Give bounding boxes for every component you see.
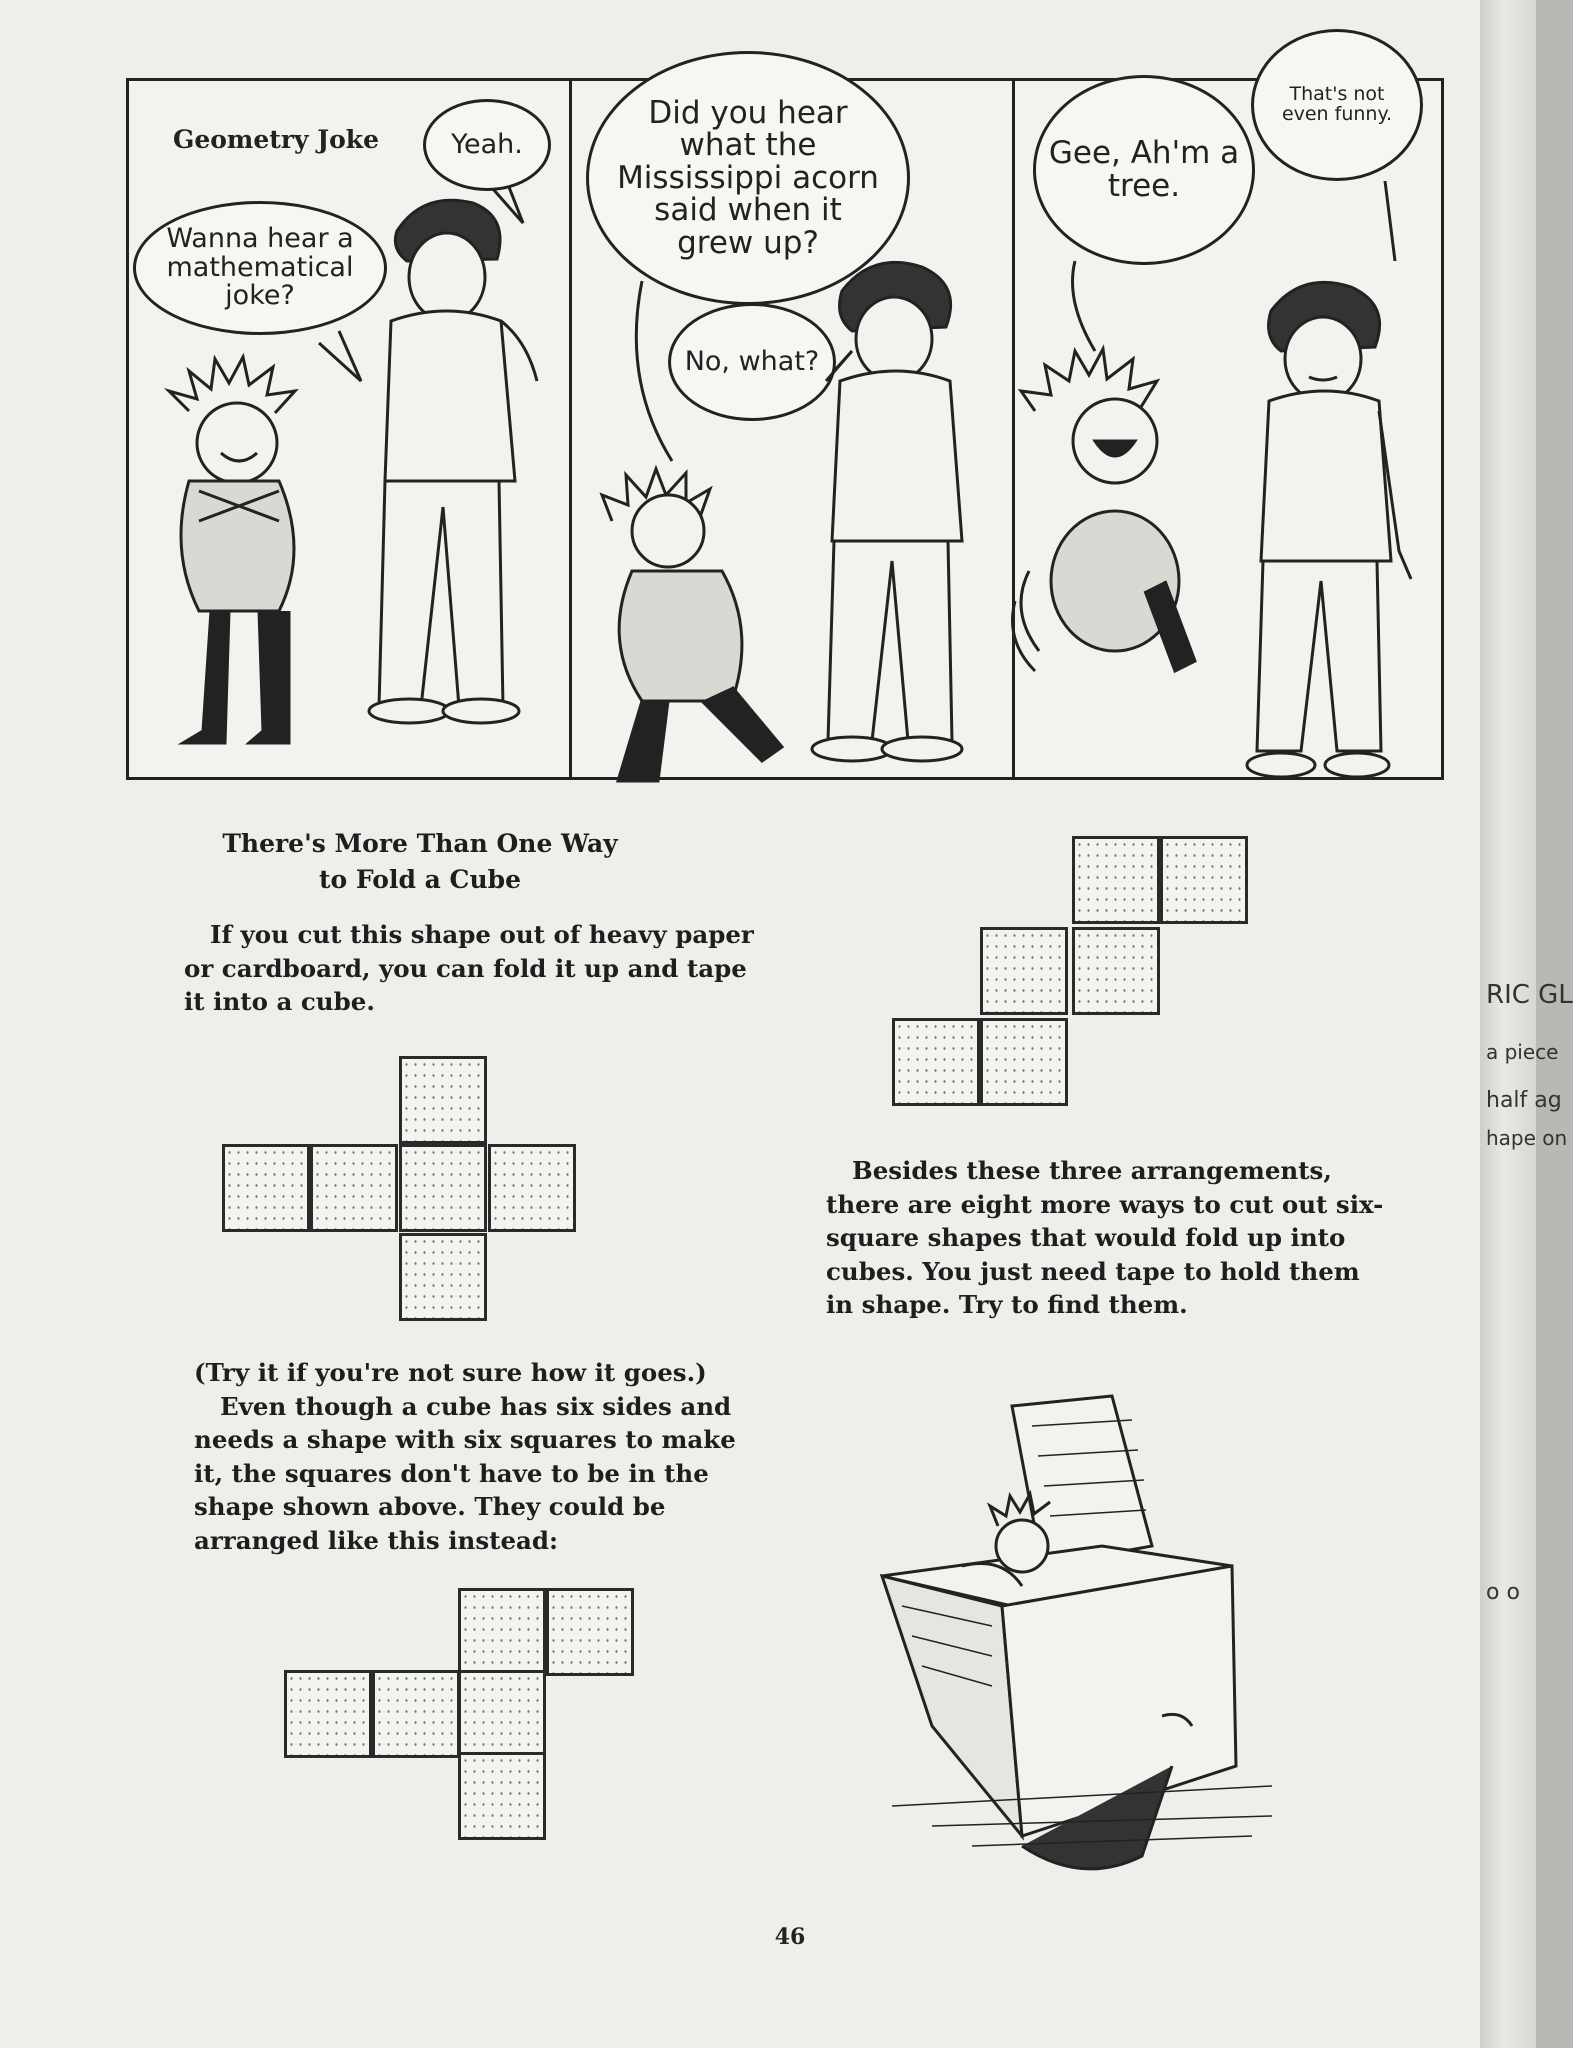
edge-fragment: RIC GL [1486, 980, 1573, 1010]
spiky-kid-laughing-figure [1013, 349, 1196, 671]
net-square [892, 1018, 980, 1106]
net-square [980, 1018, 1068, 1106]
edge-fragment: hape on [1486, 1126, 1568, 1150]
net-square [372, 1670, 460, 1758]
comic-title: Geometry Joke [173, 125, 379, 154]
cube-net-second-arrangement [284, 1588, 640, 1840]
comic-panel-1 [129, 81, 572, 777]
comic-strip [126, 78, 1444, 780]
net-square [1072, 836, 1160, 924]
net-square [399, 1056, 487, 1144]
spiky-kid-figure [169, 357, 295, 743]
speech-bubble-gee-tree: Gee, Ah'm a tree. [1033, 75, 1255, 265]
page-number: 46 [774, 1924, 806, 1950]
explain-text: Even though a cube has six sides and needs a shape with six squares to make it, the squares don't have to be in the shape shown above. They could be arranged like this instead: [194, 1391, 736, 1555]
edge-fragment: a piece [1486, 1040, 1559, 1064]
net-square [399, 1233, 487, 1321]
net-square [284, 1670, 372, 1758]
net-square [399, 1144, 487, 1232]
speech-bubble-yeah: Yeah. [423, 99, 551, 191]
explain-paragraph [194, 1356, 764, 1557]
speech-bubble-not-funny: That's not even funny. [1251, 29, 1423, 181]
comic-characters-panel-1 [129, 81, 572, 777]
tall-kid-figure [369, 200, 537, 723]
net-square [222, 1144, 310, 1232]
net-square [458, 1752, 546, 1840]
kid-in-cube-illustration [872, 1386, 1312, 1876]
tall-kid-figure [1247, 282, 1411, 777]
intro-text: If you cut this shape out of heavy paper or cardboard, you can fold it up and tape it into a cube. [184, 920, 754, 1017]
section-heading-line-1: There's More Than One Way [222, 829, 618, 858]
comic-panel-2 [572, 81, 1015, 777]
edge-fragment: half ag [1486, 1088, 1562, 1113]
comic-panel-3 [1015, 81, 1441, 777]
intro-paragraph [184, 918, 764, 1019]
net-square [458, 1670, 546, 1758]
net-square [546, 1588, 634, 1676]
try-it-text: (Try it if you're not sure how it goes.) [194, 1358, 707, 1387]
cube-net-staircase [892, 836, 1252, 1110]
comic-characters-panel-2 [572, 81, 1015, 777]
speech-bubble-no-what: No, what? [668, 303, 836, 421]
net-square [1072, 927, 1160, 1015]
speech-bubble-acorn-question: Did you hear what the Mississippi acorn said when it grew up? [586, 51, 910, 305]
net-square [1160, 836, 1248, 924]
net-square [310, 1144, 398, 1232]
net-square [980, 927, 1068, 1015]
comic-characters-panel-3 [1015, 81, 1441, 777]
edge-fragment: o o [1486, 1580, 1520, 1605]
speech-bubble-wanna-hear: Wanna hear a mathematical joke? [133, 201, 387, 335]
net-square [458, 1588, 546, 1676]
spiky-kid-figure [602, 469, 782, 781]
net-square [488, 1144, 576, 1232]
cube-net-cross [222, 1056, 578, 1322]
section-heading [200, 826, 640, 899]
besides-paragraph [826, 1154, 1386, 1322]
besides-text: Besides these three arrangements, there are eight more ways to cut out six-square shapes that would fold up into cubes. You just need tape to hold them in shape. Try to find them. [826, 1156, 1384, 1320]
tall-kid-figure [812, 262, 962, 761]
section-heading-line-2: to Fold a Cube [318, 865, 522, 895]
adjacent-page-edge [1480, 0, 1536, 2048]
